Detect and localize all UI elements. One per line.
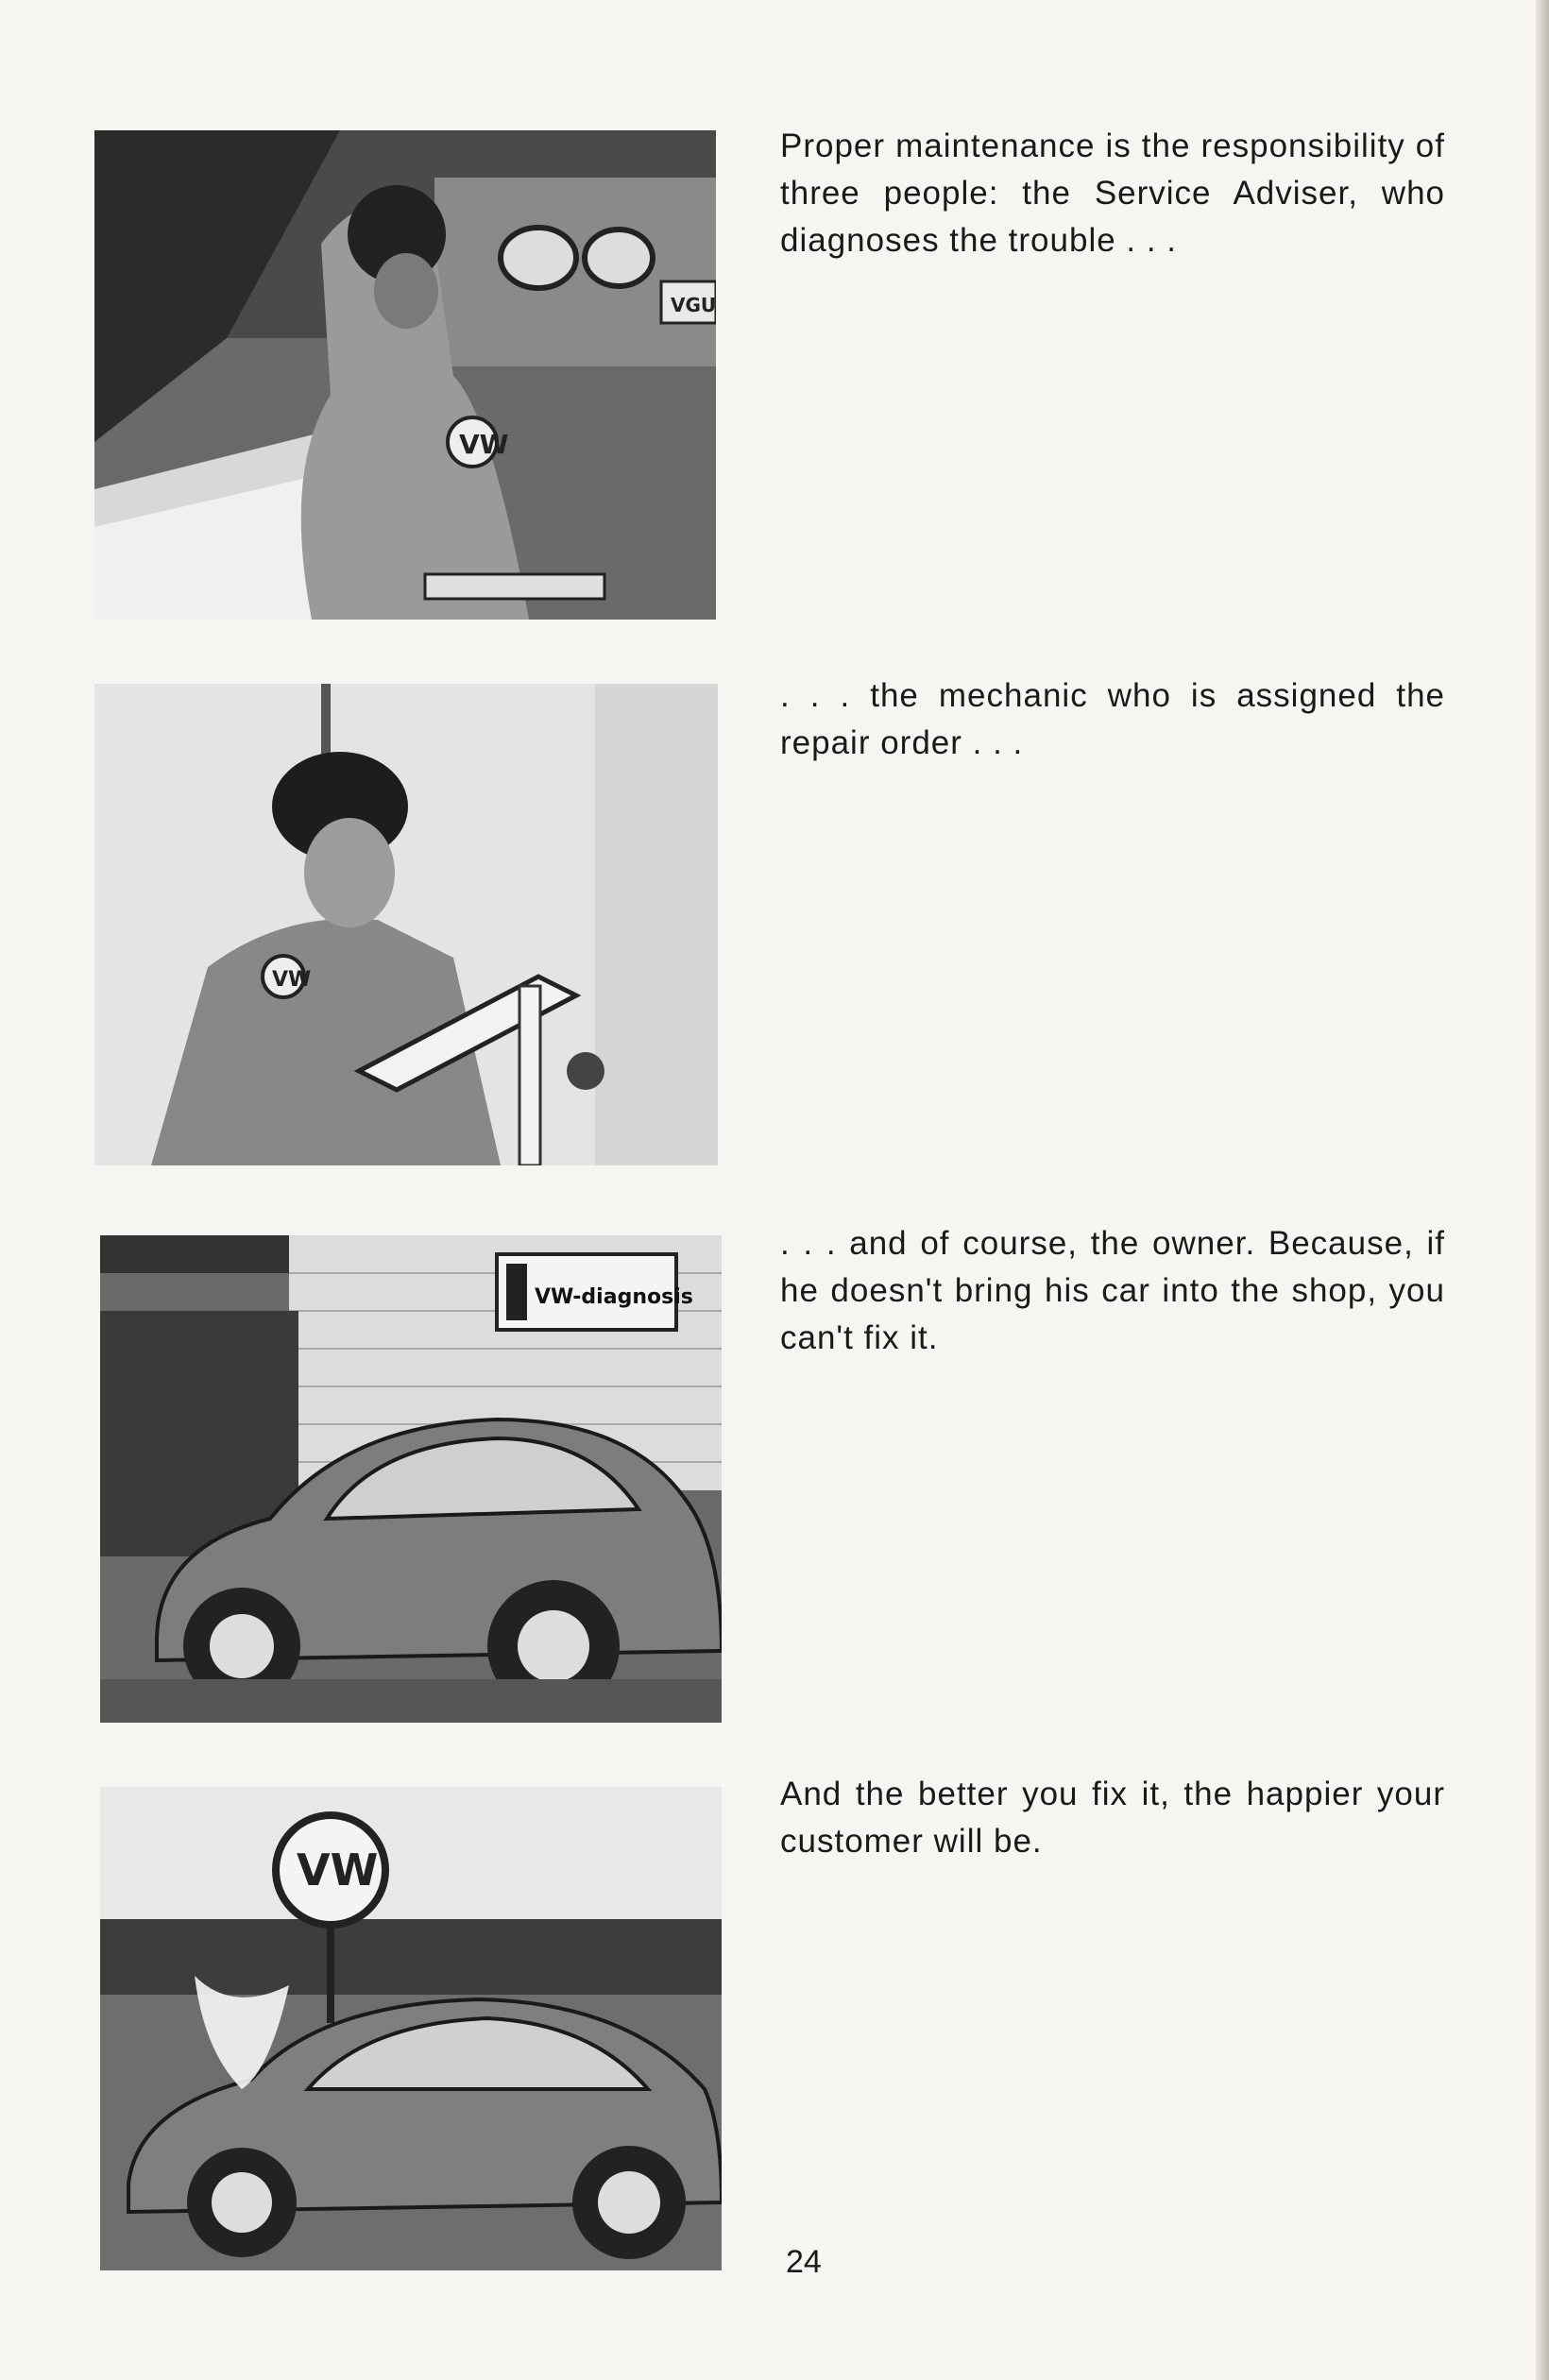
caption-service-adviser: Proper maintenance is the responsibility of three people: the Service Adviser, who diagnoses the trouble . . . <box>780 128 1445 259</box>
caption-mechanic: . . . the mechanic who is assigned the repair order . . . <box>780 677 1445 761</box>
happy-customer-photo <box>100 1787 722 2270</box>
vw-logo-icon: VW <box>297 1844 379 1896</box>
license-plate-text: VGU <box>671 294 716 316</box>
page-edge <box>1536 0 1549 2380</box>
vw-patch-icon: VW <box>272 968 312 992</box>
mechanic-photo <box>94 684 718 1165</box>
service-adviser-photo <box>94 130 716 620</box>
vw-badge-icon: VW <box>459 429 509 460</box>
page-number: 24 <box>786 2244 822 2280</box>
caption-owner: . . . and of course, the owner. Because, if he doesn't bring his car into the shop, you can't fix it. <box>780 1225 1445 1356</box>
caption-happy-customer: And the better you fix it, the happier your customer will be. <box>780 1776 1445 1860</box>
vw-diagnosis-sign-text: VW-diagnosis <box>535 1285 693 1309</box>
owner-car-photo <box>100 1235 722 1723</box>
